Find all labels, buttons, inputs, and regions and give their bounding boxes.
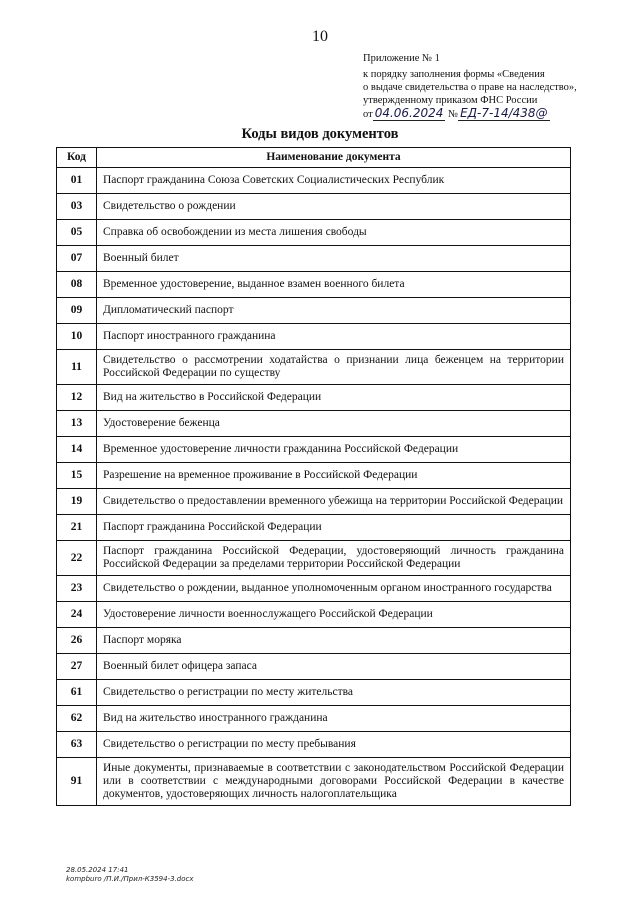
row-document-name: Удостоверение личности военнослужащего Российской Федерации — [97, 602, 571, 628]
table-row — [57, 324, 571, 350]
header-code: Код — [57, 148, 97, 168]
row-document-name: Иные документы, признаваемые в соответствии с законодательством Российской Федерации или в соответствии с международными договорами Российской Федерации в качестве документов, удостоверяющих личность налогоплательщика — [97, 758, 571, 806]
row-document-name: Вид на жительство иностранного гражданина — [97, 706, 571, 732]
table-row — [57, 732, 571, 758]
row-document-name: Временное удостоверение, выданное взамен военного билета — [97, 272, 571, 298]
row-document-name: Паспорт гражданина Российской Федерации — [97, 515, 571, 541]
document-title: Коды видов документов — [241, 126, 399, 142]
order-reference — [363, 107, 633, 121]
row-document-name: Военный билет — [97, 246, 571, 272]
table-row — [57, 541, 571, 576]
row-code: 12 — [57, 385, 97, 411]
appendix-line: утвержденному приказом ФНС России — [363, 95, 538, 106]
table-row — [57, 220, 571, 246]
table-row — [57, 602, 571, 628]
table-row — [57, 463, 571, 489]
row-code: 03 — [57, 194, 97, 220]
table-row — [57, 246, 571, 272]
row-code: 07 — [57, 246, 97, 272]
row-document-name: Свидетельство о рассмотрении ходатайства о признании лица беженцем на территории Российской Федерации по существу — [97, 350, 571, 385]
document-codes-table — [56, 147, 571, 806]
page-number: 10 — [312, 28, 328, 45]
row-document-name: Дипломатический паспорт — [97, 298, 571, 324]
appendix-line: о выдаче свидетельства о праве на наследство», — [363, 82, 577, 93]
appendix-line: к порядку заполнения формы «Сведения — [363, 69, 545, 80]
handwritten-order-number: ЕД-7-14/438@ — [460, 106, 548, 120]
table-body — [57, 168, 571, 806]
row-code: 09 — [57, 298, 97, 324]
row-document-name: Военный билет офицера запаса — [97, 654, 571, 680]
table-row — [57, 680, 571, 706]
row-document-name: Паспорт моряка — [97, 628, 571, 654]
row-code: 19 — [57, 489, 97, 515]
table-row — [57, 758, 571, 806]
row-document-name: Паспорт иностранного гражданина — [97, 324, 571, 350]
number-prefix: № — [448, 109, 459, 120]
table-row — [57, 437, 571, 463]
row-document-name: Временное удостоверение личности гражданина Российской Федерации — [97, 437, 571, 463]
row-document-name: Справка об освобождении из места лишения свободы — [97, 220, 571, 246]
footer-file-path: kompburo /П.И./Прил-К3594-3.docx — [66, 875, 194, 883]
table-row — [57, 706, 571, 732]
row-code: 91 — [57, 758, 97, 806]
row-document-name: Свидетельство о регистрации по месту жительства — [97, 680, 571, 706]
table-header-row — [57, 148, 571, 168]
row-code: 27 — [57, 654, 97, 680]
table-row — [57, 385, 571, 411]
row-code: 15 — [57, 463, 97, 489]
row-code: 10 — [57, 324, 97, 350]
table-row — [57, 515, 571, 541]
row-document-name: Вид на жительство в Российской Федерации — [97, 385, 571, 411]
row-code: 22 — [57, 541, 97, 576]
table-row — [57, 194, 571, 220]
row-code: 05 — [57, 220, 97, 246]
table-row — [57, 411, 571, 437]
row-document-name: Свидетельство о предоставлении временного убежища на территории Российской Федерации — [97, 489, 571, 515]
table-row — [57, 350, 571, 385]
footer-timestamp: 28.05.2024 17:41 — [66, 866, 129, 874]
table-row — [57, 489, 571, 515]
row-document-name: Свидетельство о рождении — [97, 194, 571, 220]
row-code: 61 — [57, 680, 97, 706]
table-row — [57, 272, 571, 298]
row-document-name: Свидетельство о рождении, выданное уполномоченным органом иностранного государства — [97, 576, 571, 602]
row-document-name: Паспорт гражданина Российской Федерации, удостоверяющий личность гражданина Российской Федерации за пределами территории Российской Федерации — [97, 541, 571, 576]
row-document-name: Паспорт гражданина Союза Советских Социалистических Республик — [97, 168, 571, 194]
table-row — [57, 168, 571, 194]
row-code: 11 — [57, 350, 97, 385]
table-row — [57, 654, 571, 680]
handwritten-date: 04.06.2024 — [374, 106, 444, 120]
row-document-name: Свидетельство о регистрации по месту пребывания — [97, 732, 571, 758]
appendix-header — [363, 52, 633, 121]
row-code: 63 — [57, 732, 97, 758]
row-document-name: Разрешение на временное проживание в Российской Федерации — [97, 463, 571, 489]
table-row — [57, 298, 571, 324]
row-code: 14 — [57, 437, 97, 463]
row-document-name: Удостоверение беженца — [97, 411, 571, 437]
appendix-title: Приложение № 1 — [363, 53, 440, 64]
from-prefix: от — [363, 109, 373, 120]
row-code: 23 — [57, 576, 97, 602]
row-code: 26 — [57, 628, 97, 654]
row-code: 08 — [57, 272, 97, 298]
header-name: Наименование документа — [97, 148, 571, 168]
row-code: 01 — [57, 168, 97, 194]
file-footer — [66, 866, 194, 884]
row-code: 13 — [57, 411, 97, 437]
table-row — [57, 576, 571, 602]
table-row — [57, 628, 571, 654]
row-code: 62 — [57, 706, 97, 732]
row-code: 24 — [57, 602, 97, 628]
row-code: 21 — [57, 515, 97, 541]
